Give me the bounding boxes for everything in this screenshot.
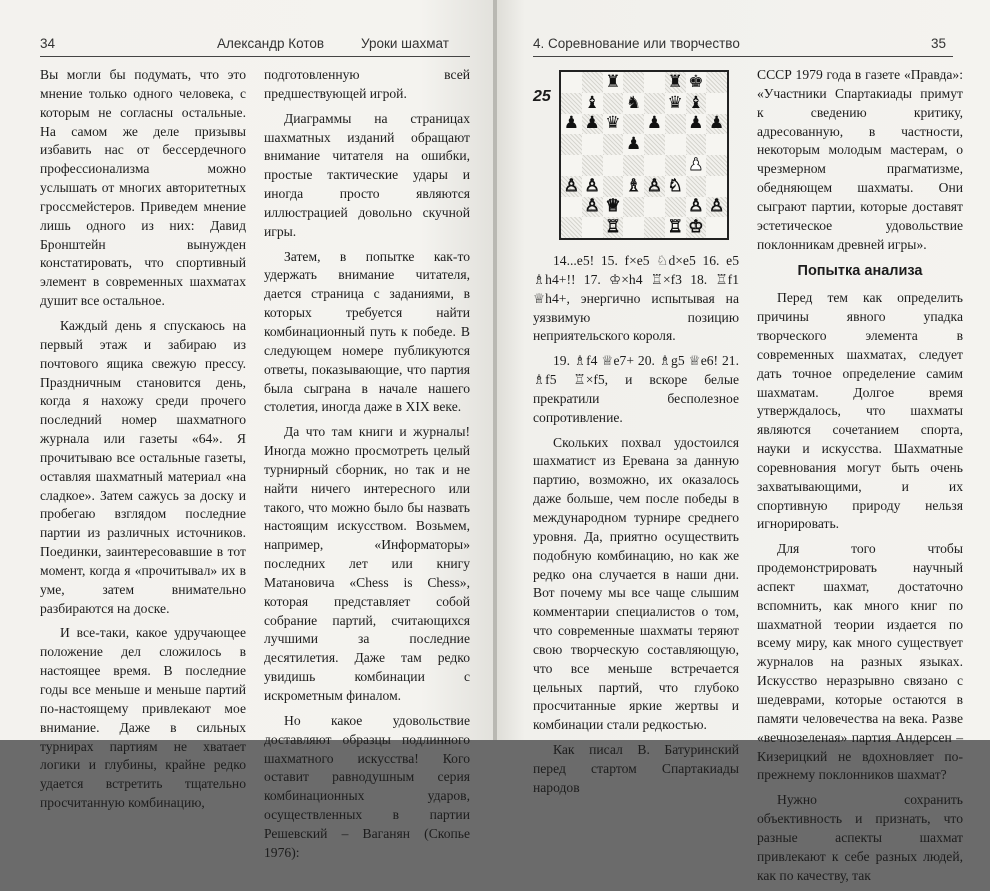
paragraph: Затем, в попытке как-то удержать внимание читателя, дается страница с заданиями, в которых требуется найти комбинационный путь к победе. В следующем номере публикуются ответы, показывающие, что партия была сыграна в начале нашего столетия, иногда даже в XIX веке. — [264, 248, 470, 415]
paragraph: Для того чтобы продемонстрировать научный аспект шахмат, достаточно вспомнить, как много книг по шахматной теории издается по всему миру, как много существует журналов на разных языках. Искусство неразрывно связано с шедеврами, которые остаются в памяти человечества на века. Разве «вечнозеленая» партия Андерсен – Кизерицкий не вдохновляет по-прежнему поклонников шахмат? — [757, 541, 963, 783]
board-square — [706, 197, 727, 218]
board-square — [665, 93, 686, 114]
chess-diagram — [533, 66, 739, 244]
board-square — [561, 93, 582, 114]
board-square — [644, 72, 665, 93]
left-column-2 — [264, 66, 470, 869]
board-square — [603, 217, 624, 238]
chess-piece: ♟ — [709, 113, 725, 134]
board-square — [644, 93, 665, 114]
chess-piece: ♙ — [709, 196, 725, 217]
book-gutter — [493, 0, 497, 740]
chess-piece: ♟ — [646, 113, 662, 134]
board-square — [561, 176, 582, 197]
board-square — [706, 176, 727, 197]
chess-piece: ♜ — [605, 71, 621, 92]
board-square — [603, 93, 624, 114]
paragraph: подготовленную всей предшествующей игрой. — [264, 67, 470, 101]
board-square — [665, 176, 686, 197]
chess-piece: ♖ — [667, 217, 683, 238]
right-column-2 — [757, 66, 963, 891]
board-square — [665, 155, 686, 176]
chess-piece: ♟ — [584, 113, 600, 134]
chess-piece: ♟ — [688, 154, 704, 175]
paragraph: Вы могли бы подумать, что это мнение только одного человека, с которым не согласны остальные. На самом же деле призывы избавить нас от бессердечного профессионализма можно услышать от многих авторитетных гроссмейстеров. Приведем мнение лишь одного из них: Давид Бронштейн вынужден констатировать, что спортивный элемент в современных шахматах душит все остальное. — [40, 67, 246, 309]
board-square — [706, 114, 727, 135]
chess-piece: ♙ — [584, 175, 600, 196]
paragraph: СССР 1979 года в газете «Правда»: «Участники Спартакиады примут к сведению критику, адресованную, в частности, некоторым молодым мастерам, о чрезмерном прагматизме, обедняющем шахматы. Они сыграют партии, которые доставят эстетическое удовольствие поклонникам древней игры». — [757, 67, 963, 252]
chess-piece: ♚ — [688, 71, 704, 92]
chess-piece: ♟ — [626, 134, 642, 155]
paragraph: Перед тем как определить причины явного упадка творческого элемента в современных шахматах, следует дать точное определение самим шахматам. Долгое время утверждалось, что шахматы являются сочетанием спорта, науки и искусства. Шахматные соревнования могут быть очень захватывающими, и их спортивную природу нельзя игнорировать. — [757, 290, 963, 532]
board-square — [623, 134, 644, 155]
board-square — [582, 93, 603, 114]
chess-piece: ♙ — [646, 175, 662, 196]
chess-piece: ♜ — [667, 71, 683, 92]
chess-piece: ♙ — [584, 196, 600, 217]
chess-piece: ♕ — [605, 196, 621, 217]
board-square — [706, 93, 727, 114]
diagram-number: 25 — [533, 88, 551, 105]
left-page — [0, 0, 495, 860]
board-square — [561, 72, 582, 93]
right-column-2-text — [757, 289, 963, 885]
right-page — [495, 0, 990, 883]
chess-piece: ♝ — [688, 92, 704, 113]
section-title: Попытка анализа — [797, 263, 923, 280]
chess-piece: ♘ — [667, 175, 683, 196]
board-square — [603, 197, 624, 218]
page-number-right: 35 — [931, 36, 947, 51]
board-square — [623, 176, 644, 197]
board-square — [582, 197, 603, 218]
board-square — [603, 134, 624, 155]
game-moves-2: 19. ♗f4 ♕e7+ 20. ♗g5 ♕e6! 21. ♗f5 ♖×f5, и вскоре белые прекратили бесполезное сопротивление. — [533, 353, 739, 425]
chess-piece: ♖ — [605, 217, 621, 238]
paragraph: Диаграммы на страницах шахматных изданий обращают внимание читателя на ошибки, простые тактические удары и иногда просто являются иллюстрацией довольно скучной игры. — [264, 110, 470, 239]
board-square — [603, 114, 624, 135]
board-square — [582, 114, 603, 135]
paragraph: Нужно сохранить объективность и признать, что разные аспекты шахмат привлекают к себе разных людей, как по качеству, так — [757, 792, 963, 883]
board-square — [623, 197, 644, 218]
board-square — [623, 155, 644, 176]
page-number-left: 34 — [40, 36, 56, 51]
right-column-1 — [533, 66, 739, 891]
board-square — [561, 217, 582, 238]
board-square — [665, 217, 686, 238]
running-head-title: Уроки шахмат — [361, 36, 449, 51]
game-moves-1: 14...e5! 15. f×e5 ♘d×e5 16. e5 ♗h4+!! 17. ♔×h4 ♖×f3 18. ♖f1 ♕h4+, энергично испытывая на уязвимую позицию неприятельского короля. — [533, 253, 739, 344]
board-square — [644, 134, 665, 155]
chess-piece: ♔ — [688, 217, 704, 238]
board-square — [582, 72, 603, 93]
board-square — [706, 217, 727, 238]
board-square — [665, 114, 686, 135]
chess-piece: ♞ — [626, 92, 642, 113]
right-column-1-text — [533, 434, 739, 798]
board-square — [623, 72, 644, 93]
board-square — [582, 176, 603, 197]
paragraph: Да что там книги и журналы! Иногда можно просмотреть целый турнирный сборник, но так и не найти ничего интересного или такого, что можно было бы назвать настоящим искусством. Возьмем, например, «Информаторы» последних лет или книгу Матановича «Chess is Chess», которая представляет собой собрание партий, считающихся лучшими за последние десятилетия. Даже там редко увидишь комбинации с искрометным финалом. — [264, 424, 470, 703]
board-square — [644, 155, 665, 176]
board-square — [686, 93, 707, 114]
running-head-author: Александр Котов — [217, 36, 325, 51]
chess-piece: ♙ — [688, 196, 704, 217]
board-square — [561, 134, 582, 155]
board-square — [686, 72, 707, 93]
board-square — [644, 176, 665, 197]
board-square — [582, 134, 603, 155]
paragraph: Как писал В. Батуринский перед стартом Спартакиады народов — [533, 742, 739, 795]
paragraph: Но какое удовольствие доставляют образцы подлинного шахматного искусства! Кого оставит равнодушным серия комбинационных ударов, осуществленных в партии Решевский – Ваганян (Скопье 1976): — [264, 712, 470, 860]
paragraph: И все-таки, какое удручающее положение дел сложилось в настоящее время. В последние годы все меньше и меньше партий по-настоящему привлекают мое внимание. Даже в сильных турнирах партиям не хватает логики и глубины, крайне редко удается встретить тщательно просчитанную комбинацию, — [40, 625, 246, 811]
chess-piece: ♝ — [584, 92, 600, 113]
right-column-2-intro — [757, 66, 963, 254]
chess-board — [559, 70, 729, 240]
board-square — [623, 93, 644, 114]
paragraph: Каждый день я спускаюсь на первый этаж и забираю из почтового ящика свежую прессу. Праздничным становится день, когда я нахожу среди прочего последний номер шахматного журнала или газеты «64». Я прочитываю все остальные газеты, оставляя шахматный материал «на сладкое». Затем сажусь за доску и пробегаю взглядом последние партии из различных источников. Поединки, заинтересовавшие в тот момент, когда я «прочитывал» их в уме, затем внимательно разбираются на доске. — [40, 317, 246, 616]
header-rule-right — [533, 56, 953, 57]
board-square — [686, 176, 707, 197]
header-rule-left — [40, 56, 470, 57]
paragraph: Скольких похвал удостоился шахматист из Еревана за данную партию, возможно, их оказалось даже больше, чем после победы в международном турнире среднего уровня. Да, приятно осуществить подобную комбинацию, но как же редко она случается в наши дни. Вот почему мы все чаще слышим комментарии специалистов о том, что современные шахматы теряют свою творческую составляющую, что все меньше встречается цельных партий, что глубоко просчитанные яркие жертвы и комбинации стали редкостью. — [533, 434, 739, 733]
running-head-chapter: 4. Соревнование или творчество — [533, 36, 740, 51]
board-square — [623, 114, 644, 135]
board-square — [582, 155, 603, 176]
chess-piece: ♟ — [688, 113, 704, 134]
board-square — [686, 217, 707, 238]
board-square — [561, 114, 582, 135]
board-square — [644, 114, 665, 135]
chess-piece: ♛ — [605, 113, 621, 134]
board-square — [644, 217, 665, 238]
board-square — [686, 134, 707, 155]
board-square — [561, 155, 582, 176]
left-column-1 — [40, 66, 246, 869]
board-square — [623, 217, 644, 238]
board-square — [706, 134, 727, 155]
board-square — [686, 155, 707, 176]
board-square — [686, 114, 707, 135]
board-square — [665, 197, 686, 218]
board-square — [686, 197, 707, 218]
chess-piece: ♙ — [563, 175, 579, 196]
board-square — [644, 197, 665, 218]
board-square — [603, 176, 624, 197]
left-columns — [40, 66, 470, 869]
board-square — [706, 155, 727, 176]
board-square — [561, 197, 582, 218]
board-square — [603, 72, 624, 93]
chess-piece: ♛ — [667, 92, 683, 113]
right-columns — [533, 66, 963, 891]
chess-piece: ♟ — [563, 113, 579, 134]
chess-piece: ♗ — [626, 175, 642, 196]
board-square — [665, 134, 686, 155]
board-square — [665, 72, 686, 93]
board-square — [582, 217, 603, 238]
board-square — [603, 155, 624, 176]
board-square — [706, 72, 727, 93]
